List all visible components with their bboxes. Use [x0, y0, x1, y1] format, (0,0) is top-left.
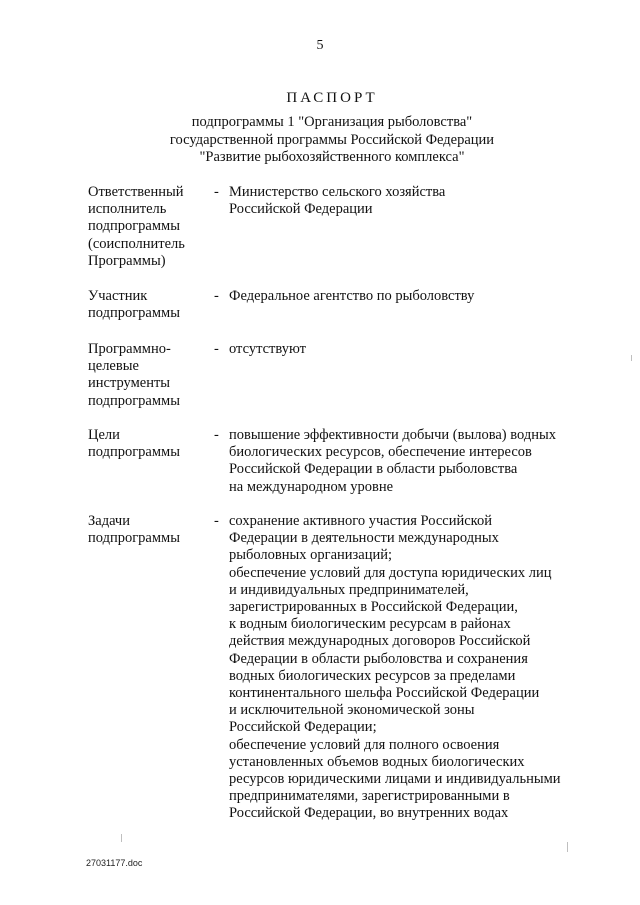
row-dash: - — [214, 513, 219, 529]
value-line: действия международных договоров Российской — [229, 633, 531, 650]
value-line: Министерство сельского хозяйства — [229, 184, 446, 200]
value-line: Федерации в области рыболовства и сохранения — [229, 650, 528, 667]
value-line: предпринимателями, зарегистрированными в — [229, 788, 510, 805]
page-number: 5 — [316, 38, 324, 53]
row-value — [229, 341, 584, 358]
value-line: Федеральное агентство по рыболовству — [229, 288, 475, 304]
value-line: и индивидуальных предпринимателей, — [229, 581, 469, 598]
label-line: Цели — [88, 427, 120, 443]
row-dash: - — [214, 184, 219, 200]
row-value — [229, 513, 584, 823]
value-line: ресурсов юридическими лицами и индивидуальными — [229, 771, 561, 788]
row-label — [88, 288, 208, 322]
value-line: обеспечение условий для доступа юридических лиц — [229, 564, 552, 581]
label-line: (соисполнитель — [88, 235, 185, 252]
label-line: целевые — [88, 358, 139, 375]
value-line: к водным биологическим ресурсам в районах — [229, 616, 511, 633]
document-title: ПАСПОРТ — [286, 90, 378, 106]
label-line: подпрограммы — [88, 305, 180, 322]
value-line: Российской Федерации, во внутренних водах — [229, 805, 509, 822]
value-line: повышение эффективности добычи (вылова) водных — [229, 427, 556, 443]
label-line: подпрограммы — [88, 218, 180, 235]
label-line: Задачи — [88, 513, 130, 529]
row-value — [229, 288, 584, 305]
value-line: континентального шельфа Российской Федерации — [229, 685, 540, 702]
label-line: Ответственный — [88, 184, 184, 200]
row-dash: - — [214, 341, 219, 357]
value-line: Федерации в деятельности международных — [229, 530, 499, 547]
row-value — [229, 427, 584, 496]
row-label — [88, 184, 208, 270]
subtitle-line: подпрограммы 1 "Организация рыболовства" — [191, 114, 473, 130]
value-line: Российской Федерации в области рыболовства — [229, 461, 518, 478]
label-line: Программы) — [88, 252, 166, 269]
label-line: подпрограммы — [88, 392, 180, 409]
row-dash: - — [214, 427, 219, 443]
value-line: установленных объемов водных биологических — [229, 753, 525, 770]
label-line: инструменты — [88, 375, 171, 392]
label-line: исполнитель — [88, 201, 167, 218]
label-line: подпрограммы — [88, 444, 180, 461]
scan-mark — [631, 355, 632, 361]
value-line: Российской Федерации; — [229, 719, 377, 736]
label-line: Программно- — [88, 341, 171, 357]
value-line: на международном уровне — [229, 478, 394, 495]
subtitle-line: "Развитие рыбохозяйственного комплекса" — [199, 149, 465, 165]
label-line: подпрограммы — [88, 530, 180, 547]
row-dash: - — [214, 288, 219, 304]
subtitle-line: государственной программы Российской Федерации — [169, 131, 495, 148]
scan-mark — [567, 842, 568, 852]
scan-mark — [121, 834, 122, 842]
value-line: и исключительной экономической зоны — [229, 702, 475, 719]
row-label — [88, 427, 208, 461]
document-subtitle — [0, 114, 640, 167]
value-line: отсутствуют — [229, 341, 306, 357]
value-line: сохранение активного участия Российской — [229, 513, 493, 529]
value-line: биологических ресурсов, обеспечение интересов — [229, 444, 532, 461]
value-line: Российской Федерации — [229, 201, 373, 218]
value-line: рыболовных организаций; — [229, 547, 393, 564]
value-line: обеспечение условий для полного освоения — [229, 736, 500, 753]
row-label — [88, 513, 208, 547]
value-line: водных биологических ресурсов за пределами — [229, 667, 516, 684]
document-code: 27031177.doc — [86, 858, 143, 868]
row-value — [229, 184, 584, 218]
row-label — [88, 341, 208, 410]
value-line: зарегистрированных в Российской Федерации, — [229, 599, 518, 616]
label-line: Участник — [88, 288, 148, 304]
